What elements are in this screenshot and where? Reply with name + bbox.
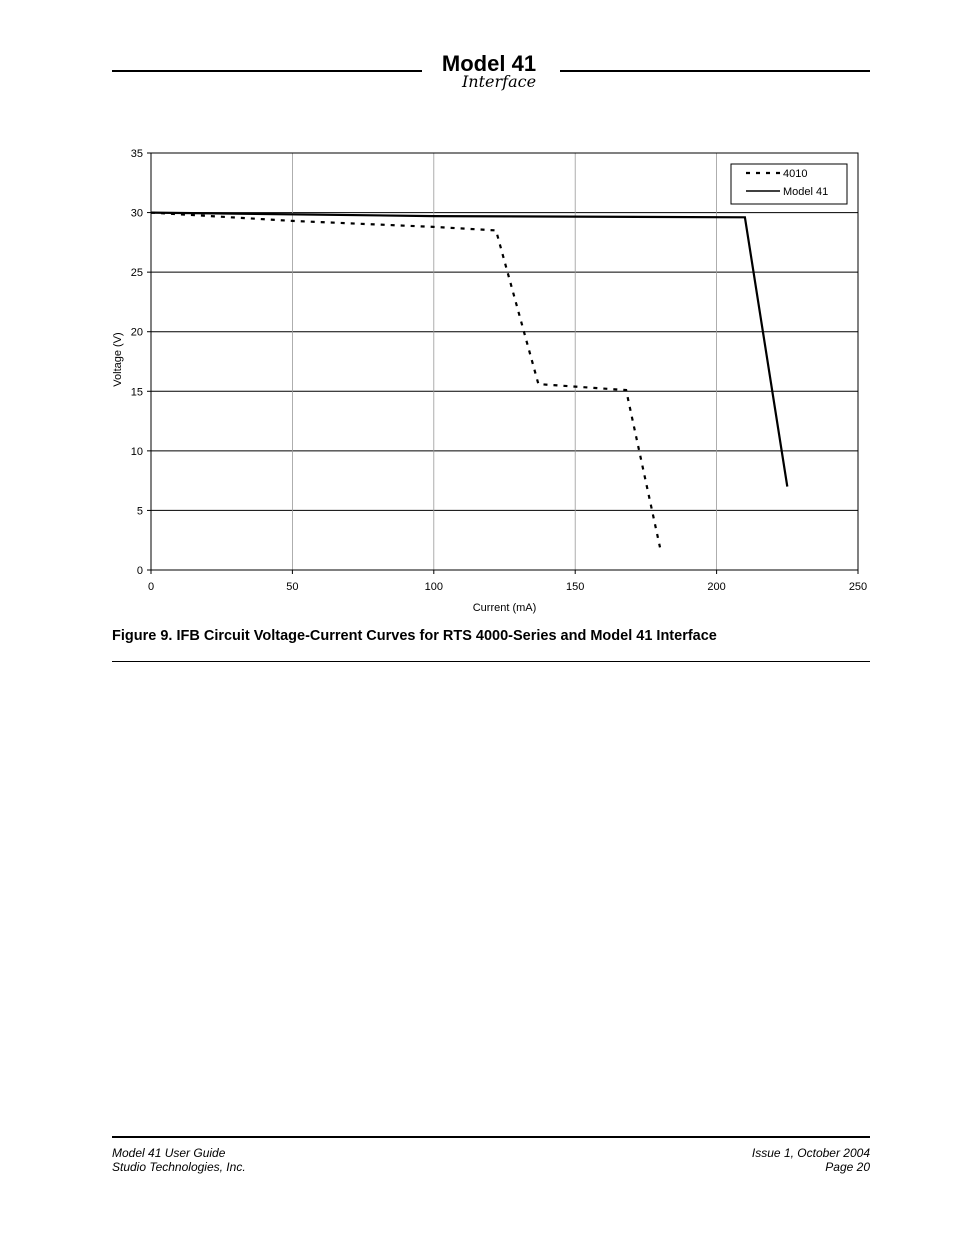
footer-page-number: Page 20: [825, 1160, 870, 1174]
footer-company: Studio Technologies, Inc.: [112, 1160, 246, 1174]
y-tick-label-25: 25: [130, 267, 143, 280]
x-tick-label-100: 100: [424, 581, 443, 593]
y-tick-label-35: 35: [130, 148, 143, 160]
footer-issue: Issue 1, October 2004: [751, 1146, 870, 1160]
logo-title: Model 41: [441, 51, 537, 76]
x-tick-label-50: 50: [286, 581, 299, 593]
y-tick-label-0: 0: [136, 565, 143, 577]
chart-series: [151, 213, 787, 548]
x-tick-label-250: 250: [848, 581, 868, 593]
y-tick-label-20: 20: [130, 326, 143, 339]
y-tick-label-15: 15: [130, 386, 143, 399]
y-tick-label-5: 5: [136, 505, 143, 518]
y-tick-label-30: 30: [130, 207, 143, 220]
legend-label-model-41: Model 41: [783, 186, 829, 198]
series-line-model-41: [151, 213, 787, 487]
series-line-4010: [151, 213, 660, 548]
logo-subtitle: Interface: [461, 72, 537, 91]
x-tick-label-0: 0: [147, 581, 155, 593]
y-axis-label: Voltage (V): [112, 332, 124, 387]
x-tick-label-150: 150: [566, 581, 585, 593]
footer-guide-title: Model 41 User Guide: [112, 1146, 226, 1160]
y-tick-label-10: 10: [130, 445, 143, 458]
x-axis-label: Current (mA): [472, 602, 537, 614]
footer-rule: [112, 1136, 870, 1138]
chart-legend: [731, 164, 847, 204]
caption-rule: [112, 661, 870, 662]
legend-label-4010: 4010: [783, 168, 808, 180]
figure-caption: Figure 9. IFB Circuit Voltage-Current Curves for RTS 4000-Series and Model 41 Interface: [112, 628, 717, 644]
x-tick-label-200: 200: [707, 581, 726, 593]
